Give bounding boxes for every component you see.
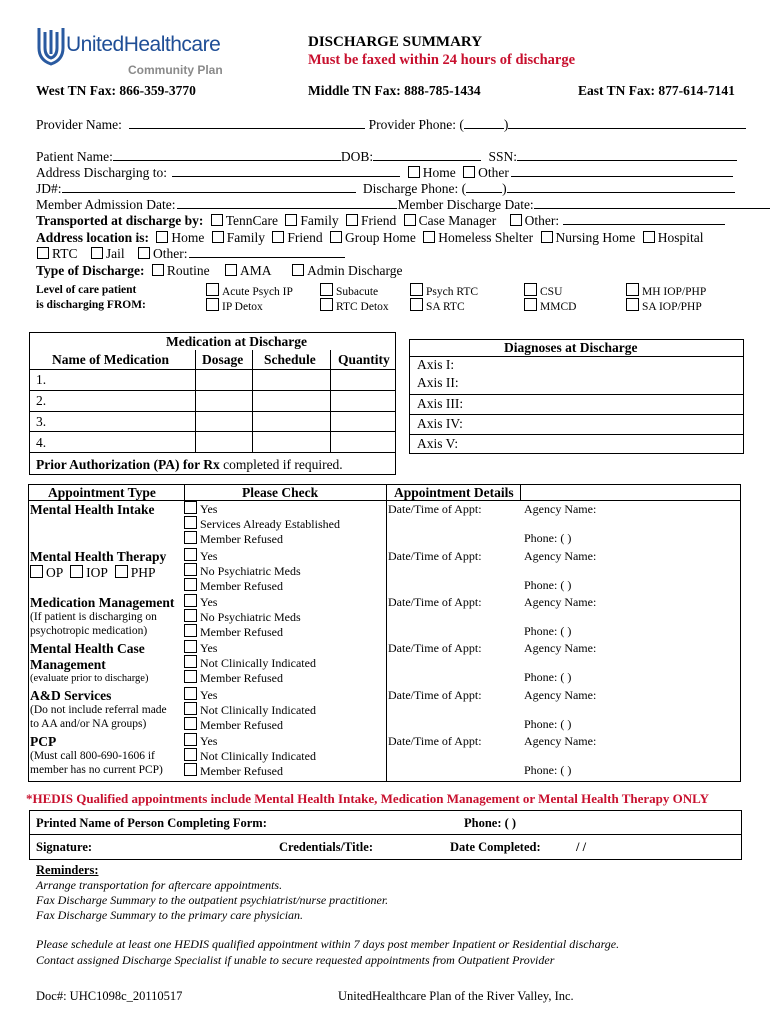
appt-phone-1[interactable]: Phone: ( ) bbox=[524, 578, 572, 592]
hedis-note: *HEDIS Qualified appointments include Mental Health Intake, Medication Management or Mental Health Therapy ONLY bbox=[26, 791, 710, 806]
patient-name-field[interactable] bbox=[113, 149, 341, 161]
case-manager-label: Case Manager bbox=[418, 213, 497, 228]
credentials-label[interactable]: Credentials/Title: bbox=[279, 840, 373, 854]
level-care-label1: Level of care patient bbox=[36, 284, 137, 296]
med-row-1[interactable]: 1. bbox=[36, 372, 47, 387]
admin-discharge-checkbox[interactable] bbox=[292, 264, 304, 276]
mh-iop-checkbox[interactable] bbox=[626, 283, 639, 296]
loc-other-field[interactable] bbox=[189, 246, 345, 258]
loc-jail-checkbox[interactable] bbox=[91, 247, 103, 259]
dob-field[interactable] bbox=[373, 149, 481, 161]
appt-checkbox[interactable] bbox=[184, 531, 197, 544]
loc-nursing-label: Nursing Home bbox=[555, 230, 636, 245]
mmcd-label: MMCD bbox=[540, 301, 577, 313]
reminder-para-2: Contact assigned Discharge Specialist if unable to secure requested appointments from Outpatient Provider bbox=[36, 953, 555, 967]
acute-psych-label: Acute Psych IP bbox=[222, 286, 293, 298]
iop-label: IOP bbox=[86, 565, 108, 580]
appt-pcp-note2: member has no current PCP) bbox=[30, 764, 163, 776]
med-row-4[interactable]: 4. bbox=[36, 435, 47, 450]
appt-checkbox[interactable] bbox=[184, 624, 197, 637]
fax-middle: Middle TN Fax: 888-785-1434 bbox=[308, 83, 481, 98]
subacute-checkbox[interactable] bbox=[320, 283, 333, 296]
provider-name-label: Provider Name: bbox=[36, 117, 122, 132]
appt-check-2-2[interactable] bbox=[184, 624, 283, 640]
appt-date-time-4[interactable]: Date/Time of Appt: bbox=[388, 688, 482, 702]
appt-checkbox[interactable] bbox=[184, 655, 197, 668]
appt-check-5-0[interactable] bbox=[184, 733, 217, 749]
loc-homeless-checkbox[interactable] bbox=[423, 231, 435, 243]
appt-date-time-1[interactable]: Date/Time of Appt: bbox=[388, 549, 482, 563]
loc-mmcd[interactable] bbox=[524, 298, 576, 313]
admission-date-label: Member Admission Date: bbox=[36, 197, 176, 212]
appt-med-mgmt-note2: psychotropic medication) bbox=[30, 625, 148, 637]
appt-ad-note1: (Do not include referral made bbox=[30, 704, 167, 716]
prior-auth-note bbox=[36, 457, 343, 473]
family-checkbox[interactable] bbox=[285, 214, 297, 226]
mmcd-checkbox[interactable] bbox=[524, 298, 537, 311]
appt-check-label: No Psychiatric Meds bbox=[200, 564, 301, 578]
other-label: Other bbox=[478, 165, 509, 180]
appt-pcp-note1: (Must call 800-690-1606 if bbox=[30, 750, 155, 762]
case-manager-checkbox[interactable] bbox=[404, 214, 416, 226]
loc-home-checkbox[interactable] bbox=[156, 231, 168, 243]
home-checkbox[interactable] bbox=[408, 166, 420, 178]
transport-other-checkbox[interactable] bbox=[510, 214, 522, 226]
dob-label: DOB: bbox=[340, 149, 374, 164]
csu-checkbox[interactable] bbox=[524, 283, 537, 296]
acute-psych-checkbox[interactable] bbox=[206, 283, 219, 296]
loc-subacute[interactable] bbox=[320, 283, 378, 298]
appt-check-3-2[interactable] bbox=[184, 670, 283, 686]
loc-family-label: Family bbox=[226, 230, 266, 245]
loc-rtc-checkbox[interactable] bbox=[37, 247, 49, 259]
appt-check-2-1[interactable] bbox=[184, 609, 301, 625]
loc-home-label: Home bbox=[171, 230, 205, 245]
rtc-detox-checkbox[interactable] bbox=[320, 298, 333, 311]
appt-med-mgmt-title: Medication Management bbox=[30, 595, 175, 610]
appt-check-label: Member Refused bbox=[200, 671, 283, 685]
php-label: PHP bbox=[130, 565, 156, 580]
page-title: DISCHARGE SUMMARY bbox=[308, 34, 483, 50]
reminders-title: Reminders: bbox=[36, 863, 99, 877]
address-field[interactable] bbox=[172, 165, 400, 177]
discharge-phone-label: Discharge Phone: ( bbox=[362, 181, 467, 196]
sa-iop-checkbox[interactable] bbox=[626, 298, 639, 311]
appt-check-label: Not Clinically Indicated bbox=[200, 749, 316, 763]
loc-jail-label: Jail bbox=[105, 246, 125, 261]
appt-check-1-2[interactable] bbox=[184, 578, 283, 594]
sa-iop-label: SA IOP/PHP bbox=[642, 301, 702, 313]
level-care-label2: is discharging FROM: bbox=[36, 299, 146, 311]
loc-group-home-checkbox[interactable] bbox=[330, 231, 342, 243]
ip-detox-label: IP Detox bbox=[222, 301, 263, 313]
appt-mh-intake-title: Mental Health Intake bbox=[30, 502, 155, 517]
appt-phone-5[interactable]: Phone: ( ) bbox=[524, 763, 572, 777]
transported-row bbox=[36, 213, 725, 229]
med-col-quantity: Quantity bbox=[338, 352, 390, 367]
appt-check-label: Yes bbox=[200, 688, 218, 702]
appt-date-time-3[interactable]: Date/Time of Appt: bbox=[388, 641, 482, 655]
appt-agency-0[interactable]: Agency Name: bbox=[524, 502, 597, 516]
date-slashes: / / bbox=[576, 840, 587, 854]
loc-rtc-label: RTC bbox=[52, 246, 78, 261]
logo-subtitle: Community Plan bbox=[128, 63, 223, 77]
routine-checkbox[interactable] bbox=[152, 264, 164, 276]
type-discharge-label: Type of Discharge: bbox=[36, 263, 145, 278]
type-discharge-row bbox=[36, 263, 402, 279]
appt-pcp-title: PCP bbox=[30, 734, 57, 749]
appt-check-5-1[interactable] bbox=[184, 748, 316, 764]
appt-check-label: Yes bbox=[200, 595, 218, 609]
patient-name-row bbox=[36, 149, 737, 165]
rtc-detox-label: RTC Detox bbox=[336, 301, 389, 313]
signature-phone-label[interactable]: Phone: ( ) bbox=[464, 816, 517, 830]
ama-label: AMA bbox=[239, 263, 271, 278]
footer-org: UnitedHealthcare Plan of the River Valley, Inc. bbox=[338, 989, 574, 1003]
address-location-label: Address location is: bbox=[36, 230, 150, 245]
appt-agency-5[interactable]: Agency Name: bbox=[524, 734, 597, 748]
other-checkbox[interactable] bbox=[463, 166, 475, 178]
printed-name-label[interactable]: Printed Name of Person Completing Form: bbox=[36, 816, 267, 830]
ama-checkbox[interactable] bbox=[225, 264, 237, 276]
prior-auth-bold: Prior Authorization (PA) for Rx bbox=[36, 457, 220, 472]
axis-3[interactable]: Axis III: bbox=[417, 396, 464, 411]
friend-checkbox[interactable] bbox=[346, 214, 358, 226]
loc-sa-iop[interactable] bbox=[626, 298, 702, 313]
transported-label: Transported at discharge by: bbox=[36, 213, 204, 228]
appt-check-0-1[interactable] bbox=[184, 516, 340, 532]
appt-check-4-2[interactable] bbox=[184, 717, 283, 733]
appt-case-mgmt-title2: Management bbox=[30, 657, 106, 672]
appt-check-label: Member Refused bbox=[200, 625, 283, 639]
other-address-field[interactable] bbox=[511, 165, 733, 177]
page-subtitle: Must be faxed within 24 hours of discharge bbox=[308, 52, 576, 68]
loc-homeless-label: Homeless Shelter bbox=[438, 230, 534, 245]
appt-check-1-1[interactable] bbox=[184, 563, 301, 579]
address-row bbox=[36, 165, 733, 181]
tenncare-label: TennCare bbox=[225, 213, 279, 228]
appt-checkbox[interactable] bbox=[184, 640, 197, 653]
loc-acute-psych[interactable] bbox=[206, 283, 293, 298]
axis-5[interactable]: Axis V: bbox=[417, 436, 459, 451]
discharge-phone-field[interactable] bbox=[507, 181, 735, 193]
footer-doc: Doc#: UHC1098c_20110517 bbox=[36, 989, 183, 1003]
appt-checkbox[interactable] bbox=[184, 670, 197, 683]
appt-check-1-0[interactable] bbox=[184, 548, 217, 564]
transport-other-label: Other: bbox=[524, 213, 560, 228]
appt-check-2-0[interactable] bbox=[184, 594, 217, 610]
med-col-dosage: Dosage bbox=[202, 352, 244, 367]
appt-ad-note2: to AA and/or NA groups) bbox=[30, 718, 147, 730]
appt-checkbox[interactable] bbox=[184, 578, 197, 591]
appt-check-3-0[interactable] bbox=[184, 640, 217, 656]
appt-phone-3[interactable]: Phone: ( ) bbox=[524, 670, 572, 684]
appt-check-label: Member Refused bbox=[200, 579, 283, 593]
appt-check-0-2[interactable] bbox=[184, 531, 283, 547]
appt-check-label: Member Refused bbox=[200, 718, 283, 732]
transport-other-field[interactable] bbox=[563, 213, 725, 225]
mh-iop-label: MH IOP/PHP bbox=[642, 286, 707, 298]
provider-name-field[interactable] bbox=[129, 117, 365, 129]
signature-label[interactable]: Signature: bbox=[36, 840, 93, 854]
provider-phone-label: Provider Phone: ( bbox=[368, 117, 464, 132]
routine-label: Routine bbox=[166, 263, 210, 278]
appt-check-label: Services Already Established bbox=[200, 517, 340, 531]
sa-rtc-checkbox[interactable] bbox=[410, 298, 423, 311]
appt-checkbox[interactable] bbox=[184, 733, 197, 746]
med-row-3[interactable]: 3. bbox=[36, 414, 47, 429]
diagnoses-title: Diagnoses at Discharge bbox=[504, 340, 638, 355]
csu-label: CSU bbox=[540, 286, 563, 298]
appt-checkbox[interactable] bbox=[184, 501, 197, 514]
loc-psych-rtc[interactable] bbox=[410, 283, 478, 298]
jd-row: JD#: Discharge Phone: ( ) bbox=[36, 181, 735, 197]
ip-detox-checkbox[interactable] bbox=[206, 298, 219, 311]
ssn-label: SSN: bbox=[488, 149, 518, 164]
medication-title: Medication at Discharge bbox=[166, 334, 307, 349]
appt-checkbox[interactable] bbox=[184, 563, 197, 576]
appt-checkbox[interactable] bbox=[184, 717, 197, 730]
reminder-3: Fax Discharge Summary to the primary care physician. bbox=[36, 908, 304, 922]
provider-phone-field[interactable] bbox=[508, 117, 746, 129]
loc-mh-iop[interactable] bbox=[626, 283, 706, 298]
jd-label: JD#: bbox=[36, 181, 62, 196]
appt-col-details: Appointment Details bbox=[394, 485, 514, 500]
logo-brand: UnitedHealthcare bbox=[66, 33, 221, 56]
appt-agency-4[interactable]: Agency Name: bbox=[524, 688, 597, 702]
psych-rtc-label: Psych RTC bbox=[426, 286, 479, 298]
mh-therapy-options bbox=[30, 565, 156, 581]
prior-auth-rest: completed if required. bbox=[219, 457, 343, 472]
loc-rtc-detox[interactable] bbox=[320, 298, 389, 313]
op-checkbox[interactable] bbox=[30, 565, 43, 578]
loc-ip-detox[interactable] bbox=[206, 298, 263, 313]
admin-discharge-label: Admin Discharge bbox=[307, 263, 403, 278]
jd-field[interactable] bbox=[62, 181, 356, 193]
family-label: Family bbox=[300, 213, 339, 228]
appt-phone-4[interactable]: Phone: ( ) bbox=[524, 717, 572, 731]
address-location-row bbox=[36, 230, 704, 246]
appt-med-mgmt-note1: (If patient is discharging on bbox=[30, 611, 157, 623]
appt-check-label: No Psychiatric Meds bbox=[200, 610, 301, 624]
appt-check-0-0[interactable] bbox=[184, 501, 217, 517]
appt-check-label: Member Refused bbox=[200, 532, 283, 546]
fax-east: East TN Fax: 877-614-7141 bbox=[578, 83, 735, 98]
appt-check-4-1[interactable] bbox=[184, 702, 316, 718]
reminder-1: Arrange transportation for aftercare appointments. bbox=[36, 878, 283, 892]
med-col-name: Name of Medication bbox=[52, 352, 169, 367]
appt-check-label: Not Clinically Indicated bbox=[200, 703, 316, 717]
med-row-2[interactable]: 2. bbox=[36, 393, 47, 408]
friend-label: Friend bbox=[361, 213, 397, 228]
address-label: Address Discharging to: bbox=[36, 165, 167, 180]
iop-checkbox[interactable] bbox=[70, 565, 83, 578]
discharge-date-field[interactable] bbox=[534, 197, 770, 209]
axis-2[interactable]: Axis II: bbox=[417, 375, 459, 390]
appt-check-3-1[interactable] bbox=[184, 655, 316, 671]
psych-rtc-checkbox[interactable] bbox=[410, 283, 423, 296]
appt-date-time-0[interactable]: Date/Time of Appt: bbox=[388, 502, 482, 516]
loc-hospital-checkbox[interactable] bbox=[643, 231, 655, 243]
appt-date-time-5[interactable]: Date/Time of Appt: bbox=[388, 734, 482, 748]
appt-checkbox[interactable] bbox=[184, 748, 197, 761]
address-location-row2 bbox=[33, 246, 345, 262]
fax-west: West TN Fax: 866-359-3770 bbox=[36, 83, 196, 98]
axis-1[interactable]: Axis I: bbox=[417, 357, 455, 372]
appt-mh-therapy-title: Mental Health Therapy bbox=[30, 549, 167, 564]
loc-family-checkbox[interactable] bbox=[212, 231, 224, 243]
appt-date-time-2[interactable]: Date/Time of Appt: bbox=[388, 595, 482, 609]
appt-checkbox[interactable] bbox=[184, 609, 197, 622]
loc-other-label: Other: bbox=[152, 246, 188, 261]
loc-other-checkbox[interactable] bbox=[138, 247, 150, 259]
ssn-field[interactable] bbox=[517, 149, 737, 161]
appt-check-label: Yes bbox=[200, 502, 218, 516]
reminder-2: Fax Discharge Summary to the outpatient psychiatrist/nurse practitioner. bbox=[36, 893, 389, 907]
loc-csu[interactable] bbox=[524, 283, 562, 298]
loc-hospital-label: Hospital bbox=[657, 230, 704, 245]
loc-friend-label: Friend bbox=[287, 230, 323, 245]
appt-check-label: Yes bbox=[200, 641, 218, 655]
appt-case-mgmt-title: Mental Health Case bbox=[30, 641, 145, 656]
appt-checkbox[interactable] bbox=[184, 516, 197, 529]
appt-checkbox[interactable] bbox=[184, 687, 197, 700]
appt-phone-2[interactable]: Phone: ( ) bbox=[524, 624, 572, 638]
sa-rtc-label: SA RTC bbox=[426, 301, 465, 313]
appt-check-label: Not Clinically Indicated bbox=[200, 656, 316, 670]
appt-phone-0[interactable]: Phone: ( ) bbox=[524, 531, 572, 545]
appt-checkbox[interactable] bbox=[184, 702, 197, 715]
appt-check-label: Member Refused bbox=[200, 764, 283, 778]
axis-4[interactable]: Axis IV: bbox=[417, 416, 463, 431]
appt-check-label: Yes bbox=[200, 734, 218, 748]
home-label: Home bbox=[422, 165, 456, 180]
subacute-label: Subacute bbox=[336, 286, 379, 298]
appt-ad-title: A&D Services bbox=[30, 688, 112, 703]
reminder-para-1: Please schedule at least one HEDIS qualified appointment within 7 days post member Inpatient or Residential discharge. bbox=[36, 937, 620, 951]
uhc-logo-icon bbox=[36, 26, 66, 66]
patient-name-label: Patient Name: bbox=[36, 149, 113, 164]
med-col-schedule: Schedule bbox=[264, 352, 316, 367]
php-checkbox[interactable] bbox=[115, 565, 128, 578]
op-label: OP bbox=[46, 565, 63, 580]
discharge-date-label: Member Discharge Date: bbox=[397, 197, 534, 212]
provider-phone-area[interactable] bbox=[464, 117, 504, 129]
loc-friend-checkbox[interactable] bbox=[272, 231, 284, 243]
loc-group-home-label: Group Home bbox=[345, 230, 416, 245]
appt-checkbox[interactable] bbox=[184, 594, 197, 607]
appt-checkbox[interactable] bbox=[184, 548, 197, 561]
appt-agency-1[interactable]: Agency Name: bbox=[524, 549, 597, 563]
appt-check-label: Yes bbox=[200, 549, 218, 563]
date-completed-label[interactable]: Date Completed: bbox=[450, 840, 541, 854]
loc-nursing-checkbox[interactable] bbox=[541, 231, 553, 243]
provider-row: Provider Name: Provider Phone: ( ) bbox=[36, 117, 746, 133]
appt-col-check: Please Check bbox=[242, 485, 319, 500]
admission-date-field[interactable] bbox=[177, 197, 397, 209]
discharge-phone-area[interactable] bbox=[466, 181, 502, 193]
appt-agency-2[interactable]: Agency Name: bbox=[524, 595, 597, 609]
appt-check-5-2[interactable] bbox=[184, 763, 283, 779]
appt-check-4-0[interactable] bbox=[184, 687, 217, 703]
loc-sa-rtc[interactable] bbox=[410, 298, 465, 313]
dates-row bbox=[36, 197, 770, 213]
appt-col-type: Appointment Type bbox=[48, 485, 156, 500]
appt-agency-3[interactable]: Agency Name: bbox=[524, 641, 597, 655]
appt-checkbox[interactable] bbox=[184, 763, 197, 776]
tenncare-checkbox[interactable] bbox=[211, 214, 223, 226]
appt-case-mgmt-note: (evaluate prior to discharge) bbox=[30, 673, 149, 684]
